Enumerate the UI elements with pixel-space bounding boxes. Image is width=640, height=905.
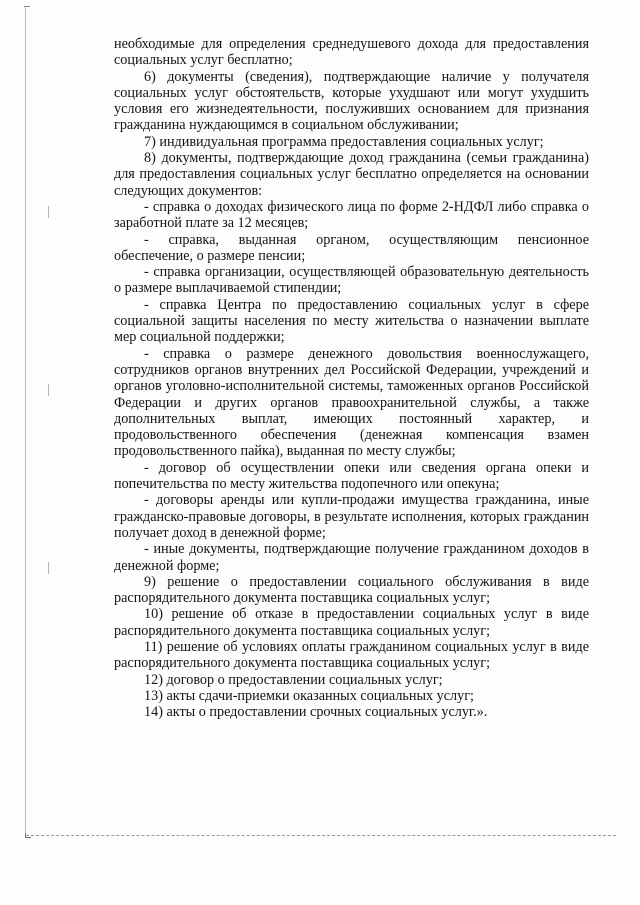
scan-bottom-edge xyxy=(26,835,616,836)
scan-edge-left xyxy=(25,6,26,836)
paragraph-item-14: 14) акты о предоставлении срочных социальных услуг.». xyxy=(144,704,488,721)
paragraph-item-7: 7) индивидуальная программа предоставления социальных услуг; xyxy=(144,133,544,150)
list-item-stipend: - справка организации, осуществляющей образовательную деятельность о размере выплачиваемой стипендии; xyxy=(114,264,589,297)
scan-corner-mark xyxy=(25,833,31,838)
scan-margin-mark xyxy=(48,206,49,218)
scan-corner-mark xyxy=(24,6,30,7)
paragraph-item-11: 11) решение об условиях оплаты гражданином социальных услуг в виде распорядительного документа поставщика социальных услуг; xyxy=(114,638,589,672)
list-item-guardianship: - договор об осуществлении опеки или сведения органа опеки и попечительства по месту жительства подопечного или опекуна; xyxy=(114,459,589,493)
list-item-military-allowance: - справка о размере денежного довольствия военнослужащего, сотрудников органов внутренних дел Российской Федерации, учреждений и органов уголовно-исполнительной системы, таможенных органов Российской Федерации и других органов правоохранительной службы, а также дополнительных выплат, имеющих постоянный характер, и продовольственного обеспечения (денежная компенсация взамен продовольственного пайка), выданная по месту службы; xyxy=(114,345,589,460)
list-item-pension: - справка, выданная органом, осуществляющим пенсионное обеспечение, о размере пенсии; xyxy=(114,231,589,264)
paragraph-item-6: 6) документы (сведения), подтверждающие наличие у получателя социальных услуг обстоятельств, которые ухудшают или могут ухудшить условия его жизнедеятельности, послуживших основанием для признания гражданина нуждающимся в социальном обслуживании; xyxy=(114,68,589,134)
document-body xyxy=(114,36,589,720)
paragraph-item-10: 10) решение об отказе в предоставлении социальных услуг в виде распорядительного документа поставщика социальных услуг; xyxy=(114,606,589,639)
paragraph-continuation: необходимые для определения среднедушевого дохода для предоставления социальных услуг бесплатно; xyxy=(114,36,589,69)
list-item-ndfl: - справка о доходах физического лица по форме 2-НДФЛ либо справка о заработной плате за 12 месяцев; xyxy=(114,198,589,232)
list-item-property-contracts: - договоры аренды или купли-продажи имущества гражданина, иные гражданско-правовые договоры, в результате исполнения, которых гражданин получает доход в денежной форме; xyxy=(114,492,589,541)
scan-margin-mark xyxy=(48,384,49,396)
paragraph-item-13: 13) акты сдачи-приемки оказанных социальных услуг; xyxy=(144,687,474,704)
list-item-other-documents: - иные документы, подтверждающие получение гражданином доходов в денежной форме; xyxy=(114,541,589,574)
list-item-social-support: - справка Центра по предоставлению социальных услуг в сфере социальной защиты населения по месту жительства о назначении выплате мер социальной поддержки; xyxy=(114,296,589,346)
paragraph-item-9: 9) решение о предоставлении социального обслуживания в виде распорядительного документа поставщика социальных услуг; xyxy=(114,573,589,607)
scan-margin-mark xyxy=(48,562,49,574)
paragraph-item-12: 12) договор о предоставлении социальных услуг; xyxy=(144,671,443,688)
paragraph-item-8: 8) документы, подтверждающие доход гражданина (семьи гражданина) для предоставления социальных услуг бесплатно определяется на основании следующих документов: xyxy=(114,150,589,199)
